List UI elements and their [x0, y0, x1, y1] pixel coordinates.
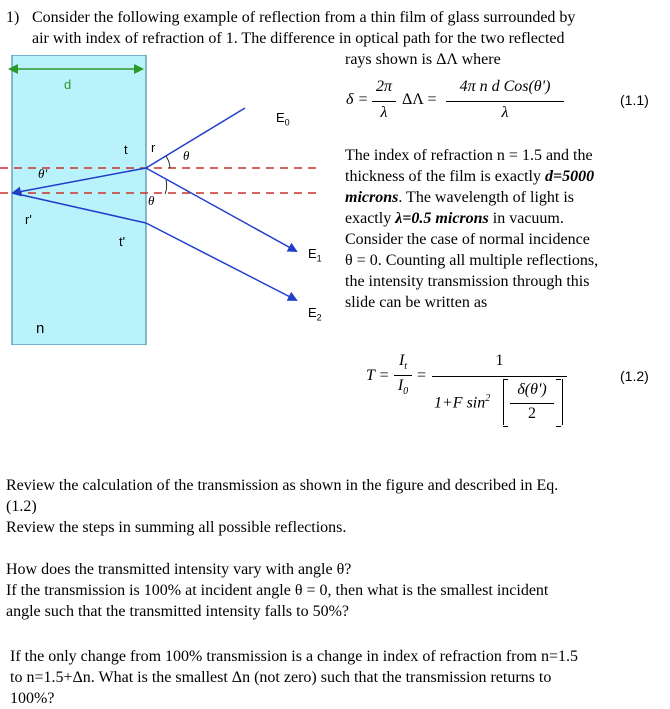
reflected-ray-e2 — [146, 223, 296, 300]
eq2-inner-bar — [510, 403, 554, 404]
glass-slab — [12, 55, 146, 345]
angle-question-line-2: If the transmission is 100% at incident angle θ = 0, then what is the smallest incident — [6, 582, 549, 599]
label-t: t — [124, 142, 128, 157]
eq2-tag: (1.2) — [620, 368, 649, 384]
review-line-1: Review the calculation of the transmission as shown in the figure and described in Eq. — [6, 477, 559, 494]
review-line-3: Review the steps in summing all possible reflections. — [6, 519, 347, 536]
label-n: n — [36, 320, 45, 337]
eq1-frac1-den: λ — [380, 104, 388, 121]
eq2-frac1-bar — [394, 375, 412, 376]
angle-question-line-3: angle such that the transmitted intensity falls to 50%? — [6, 603, 350, 620]
eq2-frac2-bar — [432, 376, 567, 377]
label-t-prime: t' — [119, 234, 126, 249]
eq1-frac1-bar — [372, 101, 396, 102]
eq2-frac1-num: $I_t$ — [398, 352, 408, 373]
label-r-prime: r' — [25, 212, 32, 227]
desc-line-8: slide can be written as — [345, 294, 488, 311]
eq2-lhs: T = — [366, 367, 390, 384]
label-theta-prime: θ' — [38, 166, 48, 181]
label-theta: θ — [183, 148, 190, 163]
theta2-arc — [165, 180, 167, 194]
label-d: d — [64, 77, 72, 92]
eq1-frac1-num: 2π — [375, 78, 392, 95]
desc-line-6: θ = 0. Counting all multiple reflections, — [345, 252, 599, 269]
eq2-equals: = — [417, 367, 427, 384]
label-e1: $E_1$ — [308, 246, 322, 264]
eq1-frac2-num: 4π n d Cos(θ') — [459, 78, 551, 95]
eq2-frac1-den: $I_0$ — [397, 377, 409, 398]
thin-film-diagram — [0, 55, 330, 345]
question-number: 1) — [6, 9, 20, 26]
theta-arc — [166, 156, 170, 168]
angle-question-line-1: How does the transmitted intensity vary with angle θ? — [6, 561, 352, 578]
eq1-frac2-bar — [446, 101, 564, 102]
eq1-middle: ΔΛ = — [402, 91, 437, 108]
desc-line-1: The index of refraction n = 1.5 and the — [345, 147, 593, 164]
index-question-line-2: to n=1.5+Δn. What is the smallest Δn (not zero) such that the transmission returns to — [10, 669, 552, 686]
desc-line-4: exactly λ=0.5 microns in vacuum. — [345, 210, 564, 227]
label-theta-2: θ — [148, 193, 155, 208]
label-e0: $E_0$ — [276, 110, 290, 128]
index-question-line-3: 100%? — [10, 690, 55, 707]
eq1-frac2-den: λ — [501, 104, 509, 121]
index-question-line-1: If the only change from 100% transmission is a change in index of refraction from n=1.5 — [10, 648, 578, 665]
review-line-2: (1.2) — [6, 498, 37, 515]
incident-ray — [146, 108, 245, 168]
eq2-inner-den: 2 — [528, 405, 536, 422]
reflected-ray-e1 — [146, 168, 296, 251]
question-line-2: air with index of refraction of 1. The difference in optical path for the two reflected — [32, 30, 565, 47]
question-line-1: Consider the following example of reflection from a thin film of glass surrounded by — [32, 9, 576, 26]
eq2-inner-num: δ(θ') — [517, 381, 547, 398]
eq1-lhs: δ = — [346, 91, 369, 108]
question-line-3: rays shown is ΔΛ where — [345, 51, 501, 68]
desc-line-2: thickness of the film is exactly d=5000 — [345, 168, 595, 185]
desc-line-5: Consider the case of normal incidence — [345, 231, 590, 248]
desc-line-3: microns. The wavelength of light is — [345, 189, 575, 206]
label-r: r — [151, 140, 156, 155]
eq1-tag: (1.1) — [620, 92, 649, 108]
eq2-frac2-num: 1 — [495, 352, 504, 369]
eq2-den-prefix: 1+F $\sin^2$ — [434, 393, 491, 412]
eq2-bracket-right-serif — [556, 379, 561, 427]
label-e2: $E_2$ — [308, 305, 322, 323]
desc-line-7: the intensity transmission through this — [345, 273, 590, 290]
